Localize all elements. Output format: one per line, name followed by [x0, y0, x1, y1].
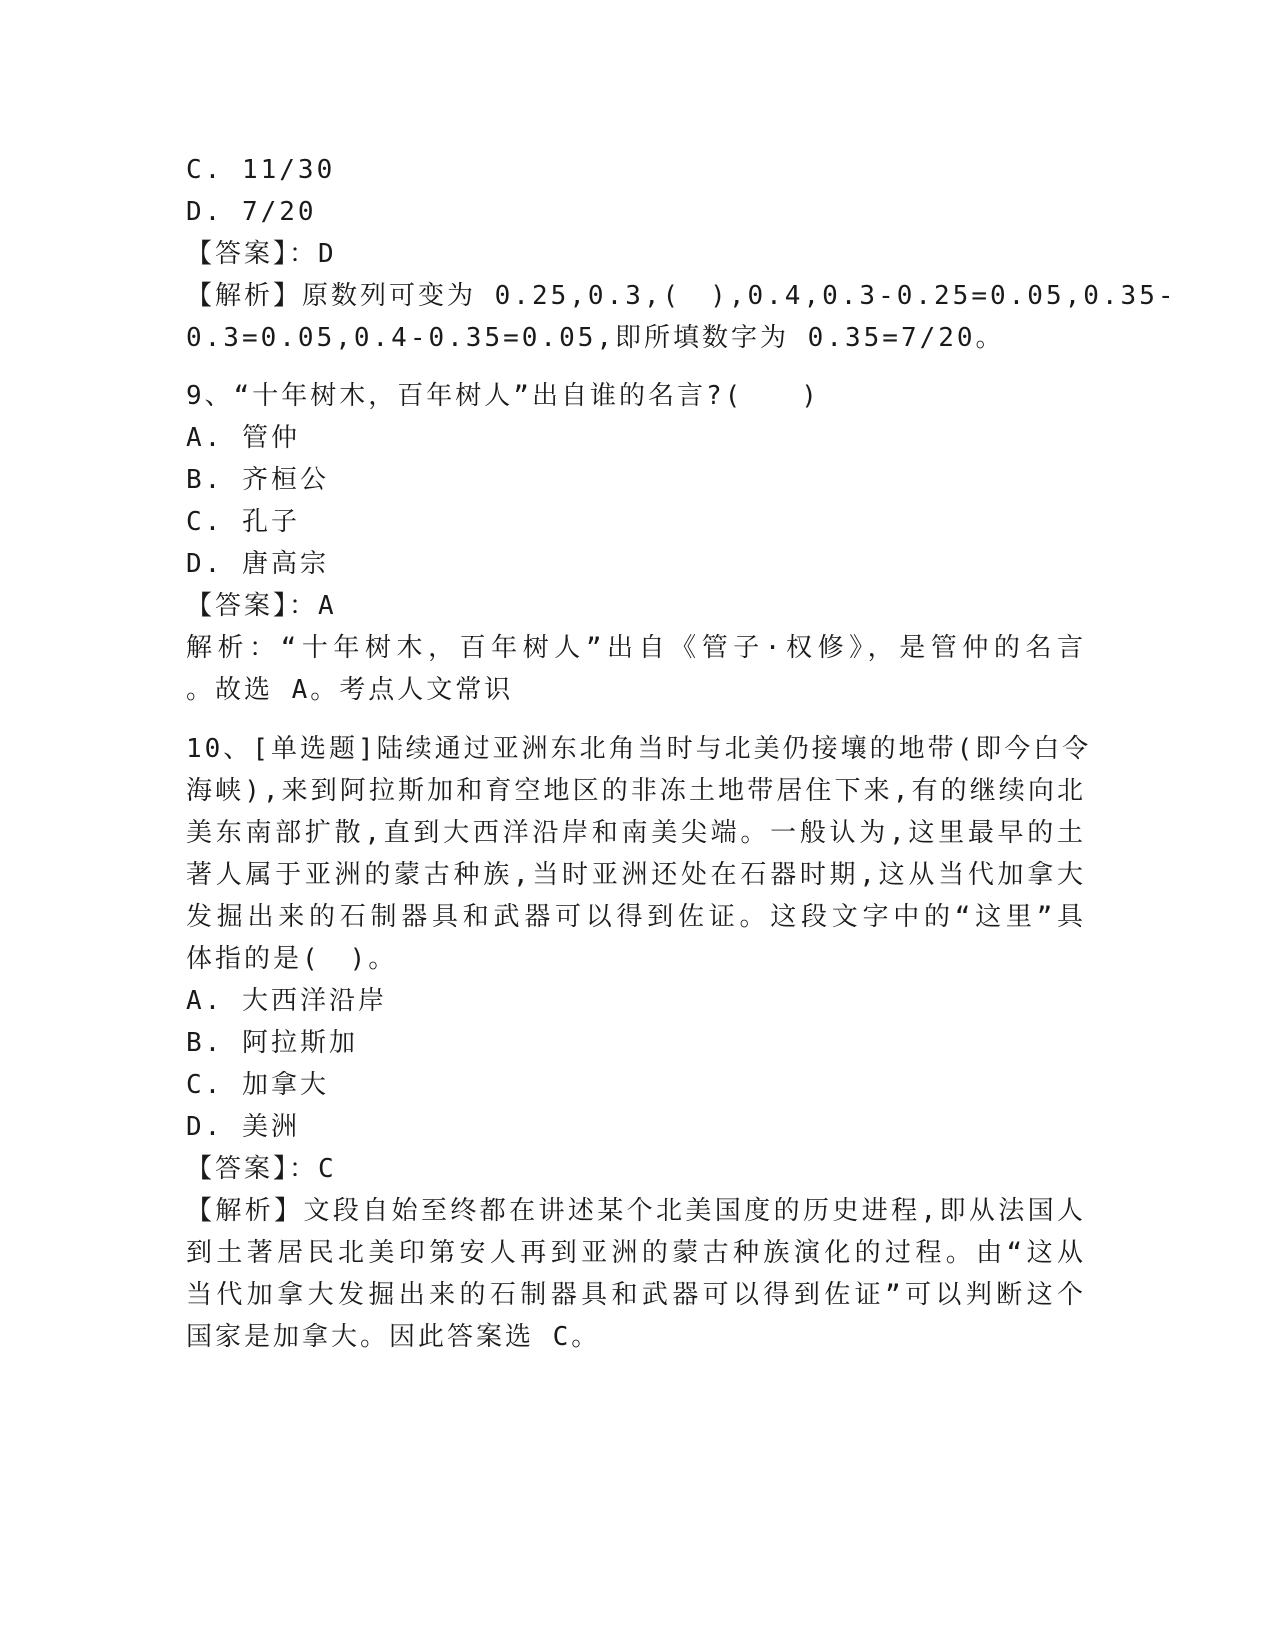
q10-stem-line-4: 著人属于亚洲的蒙古种族,当时亚洲还处在石器时期,这从当代加拿大: [186, 860, 1086, 890]
q10-option-d: D. 美洲: [186, 1112, 300, 1142]
q8-option-c: C. 11/30: [186, 155, 336, 185]
q8-option-d: D. 7/20: [186, 197, 317, 227]
q8-analysis-line-2: 0.3=0.05,0.4-0.35=0.05,即所填数字为 0.35=7/20。: [186, 323, 1005, 353]
q9-option-d: D. 唐高宗: [186, 549, 329, 579]
q10-analysis-line-4: 国家是加拿大。因此答案选 C。: [186, 1322, 601, 1352]
q9-option-c: C. 孔子: [186, 507, 300, 537]
q10-stem-line-6: 体指的是( )。: [186, 944, 398, 974]
q10-analysis-line-1: 【解析】文段自始至终都在讲述某个北美国度的历史进程,即从法国人: [186, 1196, 1086, 1226]
q10-stem-line-3: 美东南部扩散,直到大西洋沿岸和南美尖端。一般认为,这里最早的土: [186, 818, 1086, 848]
q8-answer: 【答案】：D: [186, 239, 337, 269]
q10-analysis-line-3: 当代加拿大发掘出来的石制器具和武器可以得到佐证”可以判断这个: [186, 1280, 1086, 1310]
q10-analysis-line-2: 到土著居民北美印第安人再到亚洲的蒙古种族演化的过程。由“这从: [186, 1238, 1086, 1268]
q10-option-a: A. 大西洋沿岸: [186, 986, 387, 1016]
q10-option-c: C. 加拿大: [186, 1070, 329, 1100]
q10-answer: 【答案】：C: [186, 1154, 337, 1184]
q10-option-b: B. 阿拉斯加: [186, 1028, 358, 1058]
q9-option-b: B. 齐桓公: [186, 465, 329, 495]
q9-option-a: A. 管仲: [186, 423, 300, 453]
q10-stem-line-2: 海峡),来到阿拉斯加和育空地区的非冻土地带居住下来,有的继续向北: [186, 776, 1086, 806]
q9-analysis-line-2: 。故选 A。考点人文常识: [186, 675, 514, 705]
q8-analysis-line-1: 【解析】原数列可变为 0.25,0.3,( ),0.4,0.3-0.25=0.05,0.35-: [186, 281, 1177, 311]
q10-stem-line-1: 10、[单选题]陆续通过亚洲东北角当时与北美仍接壤的地带(即今白令: [186, 734, 1092, 764]
q10-stem-line-5: 发掘出来的石制器具和武器可以得到佐证。这段文字中的“这里”具: [186, 902, 1086, 932]
q9-analysis-line-1: 解析：“十年树木，百年树人”出自《管子·权修》，是管仲的名言: [186, 633, 1086, 663]
q9-answer: 【答案】：A: [186, 591, 337, 621]
q9-stem: 9、“十年树木，百年树人”出自谁的名言?( ): [186, 381, 820, 411]
